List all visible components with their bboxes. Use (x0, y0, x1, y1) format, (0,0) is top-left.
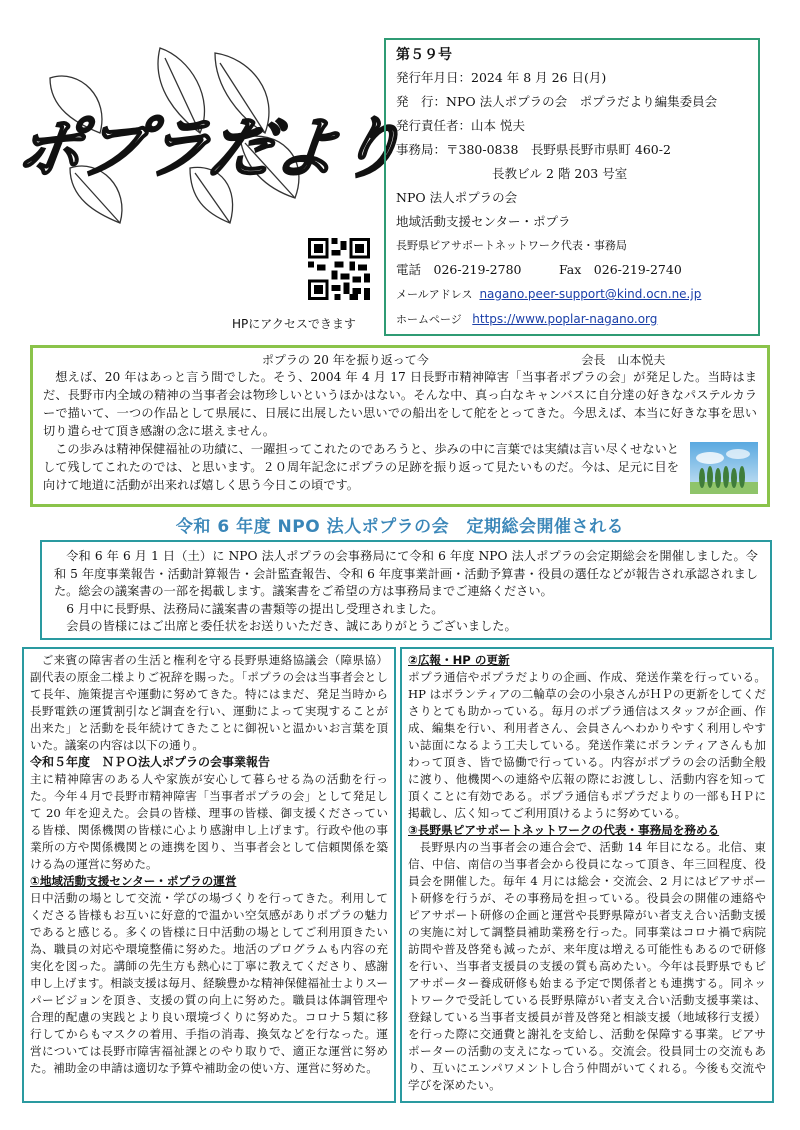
right-heading-2: ③長野県ピアサポートネットワークの代表・事務局を務める (408, 823, 720, 837)
publisher: 発 行：NPO 法人ポプラの会 ポプラだより編集委員会 (396, 94, 718, 109)
email-label: メールアドレス (396, 288, 473, 301)
newsletter-logo: ポプラだより (11, 110, 407, 187)
office-building: 長教ビル 2 階 203 号室 (492, 166, 628, 181)
qr-code-icon[interactable] (308, 238, 370, 300)
message-paragraph-2: この歩みは精神保健福祉の功績に、一躍担ってこれたのであろうと、歩みの中に言葉では実績は言い尽くせないとして残してこれたのでは、と思います。２０周年記念にポプラの足跡を振り返って見たいものだ。今は、足元に目を向けて地道に活動が出来れば嬉しく思う今日この頃です。 (43, 442, 679, 492)
general-meeting-box (40, 540, 772, 640)
meeting-paragraph-2: 6 月中に長野県、法務局に議案書の書類等の提出し受理されました。 (66, 601, 444, 616)
website-row (396, 307, 748, 332)
trees-sky-photo (690, 442, 758, 494)
left-heading-2: ①地域活動支援センター・ポプラの運営 (30, 874, 237, 888)
phone-fax: 電話 026-219-2780 Fax 026-219-2740 (396, 262, 682, 277)
left-column (22, 647, 396, 1103)
office-address: 事務局：〒380-0838 長野県長野市県町 460-2 (396, 142, 671, 157)
message-paragraph-1: 想えば、20 年はあっと言う間でした。そう、2004 年 4 月 17 日長野市精神障害「当事者ポプラの会」が発足した。当時はまだ、長野市内全域の精神の当事者会は物珍しいというほかはない。そんな中、真っ白なキャンバスに自分達の好きなパステルカラーで描いて、一つの作品として県展に、日展に出展したい思いでの船出をして舵をとってきた。今思えば、本当に好きな事を思い切り遣らせて頂き感謝の念に堪えません。 (43, 370, 757, 438)
website-link[interactable]: https://www.poplar-nagano.org (472, 312, 658, 326)
org-network: 長野県ピアサポートネットワーク代表・事務局 (396, 239, 627, 252)
right-paragraph-1: ポプラ通信やポプラだよりの企画、作成、発送作業を行っている。HP はボランティアの二輪草の会の小泉さんがＨＰの更新をしてくださりとても助かっている。毎月のポプラ通信はスタッフが企画、作成、編集を行い、利用者さん、会員さんへわかりやすく利用しやすい誌面になるよう工夫している。発送作業にボランティアさんも加わって頂き、皆で協働で行っている。内容がポプラの会の活動全般に渡り、他機関への連絡や広報の際にお渡しし、活動内容を知って頂くことに有効である。ポプラ通信もポプラだよりの一部もＨＰに掲載し、広く知ってご利用頂けるように努めている。 (408, 670, 766, 820)
issue-number: 第５９号 (396, 47, 452, 63)
meeting-paragraph-3: 会員の皆様にはご出席と委任状をお送りいただき、誠にありがとうございました。 (66, 619, 517, 633)
left-paragraph-1: ご来賓の障害者の生活と権利を守る長野県連絡協議会（障県協）副代表の原金二様よりご祝辞を賜った。「ポプラの会は当事者会として長年、施策提言や運動に努めてきた。特にはまだ、発足当時から長野電鉄の運賃割引など調査を行い、運動によって実現することが出来た」と活動を長年続けてきたことに御祝いと温かいお言葉を頂いた。議案の内容は以下の通り。 (30, 653, 388, 752)
left-paragraph-3: 日中活動の場として交流・学びの場づくりを行ってきた。利用してくださる皆様もお互いに好意的で温かい空気感がありポプラの魅力であると感じる。多くの皆様に日中活動の場としてご利用頂きたい為、職員の対応や環境整備に努めた。地活のプログラムも内容の充実化を図った。講師の先生方も熱心に丁寧に教えてくださり、感謝申し上げます。相談支援は毎月、経験豊かな精神保健福祉士よりスーパービジョンを頂き、支援の質の向上に努めた。職員は体調管理や合理的配慮の実践とより良い環境づくりに努めた。コロナ５類に移行してからもマスクの着用、手指の消毒、換気などを行なった。運営については長野市障害福祉課とのやり取りで、適正な運営に努めた。補助金の申請は適切な予算や補助金の使い方、運営に努めた。 (30, 891, 388, 1075)
org-center: 地域活動支援センター・ポプラ (396, 214, 571, 229)
publication-info-box (384, 38, 760, 336)
left-paragraph-2: 主に精神障害のある人や家族が安心して暮らせる為の活動を行った。今年４月で長野市精神障害「当事者ポプラの会」として発足して 20 年を迎えた。会員の皆様、理事の皆様、御支援くださっている皆様、関係機関の皆様に心より感謝申し上げます。行政や他の事業所の方や関係機関との連携を図り、当事者会として信頼関係を築ける為の運営に努めた。 (30, 772, 388, 871)
message-title: ポプラの 20 年を振り返って今 (261, 353, 429, 367)
meeting-paragraph-1: 令和 6 年 6 月 1 日（土）に NPO 法人ポプラの会事務局にて令和 6 年度 NPO 法人ポプラの会定期総会を開催しました。令和 5 年度事業報告・活動計算報告・会計監査報告、令和 6 年度事業計画・活動予算書・役員の選任などが報告され承認されました。総会の議案書の一部を掲載します。議案書をご希望の方は事務局までご連絡ください。 (54, 549, 758, 598)
right-paragraph-2: 長野県内の当事者会の連合会で、活動 14 年目になる。北信、東信、中信、南信の当事者会から役員になって頂き、年三回程度、役員会を開催した。毎年 4 月には総会・交流会、2 月にはピアサポート研修を行うが、その事務局を担っている。役員会の開催の連絡やピアサポート研修の企画と運営や長野県障がい者支え合い活動支援の実施に対して調整員補助業務を行った。同事業はコロナ禍で病院訪問や普及啓発も減ったが、来年度は増える可能性もあるので研修を行い、当事者支援員の支援の質も高めたい。今年は長野県でもピアサポーター養成研修も始まる予定で関係者とも連携する。同ネットワークで受託している長野県障がい者支え合い活動支援事業は、登録している当事者支援員が普及啓発と相談支援（地域移行支援）を行った際に交通費と謝礼を支給し、活動を保障する事業。ピアサポーターの活動の支えになっている。交流会。役員同士の交流もあり、互いにエンパワメントし合う仲間がいてくれる。今後も交流や学びを深めたい。 (408, 840, 766, 1092)
message-author: 会長 山本悦夫 (581, 353, 666, 367)
hp-access-caption: HPにアクセスできます (232, 317, 356, 331)
message-header (43, 352, 757, 368)
left-heading-1: 令和５年度 ＮＰＯ法人ポプラの会事業報告 (30, 755, 271, 769)
email-link[interactable]: nagano.peer-support@kind.ocn.ne.jp (479, 287, 702, 301)
chairman-message-box (30, 345, 770, 507)
editor-in-chief: 発行責任者：山本 悦夫 (396, 118, 525, 133)
website-label: ホームページ (396, 313, 462, 326)
section-title: 令和 6 年度 NPO 法人ポプラの会 定期総会開催される (175, 517, 625, 537)
org-name: NPO 法人ポプラの会 (396, 190, 518, 205)
email-row (396, 282, 748, 307)
publish-date: 発行年月日：2024 年 8 月 26 日(月) (396, 70, 607, 85)
right-column (400, 647, 774, 1103)
right-heading-1: ②広報・HP の更新 (408, 653, 510, 667)
